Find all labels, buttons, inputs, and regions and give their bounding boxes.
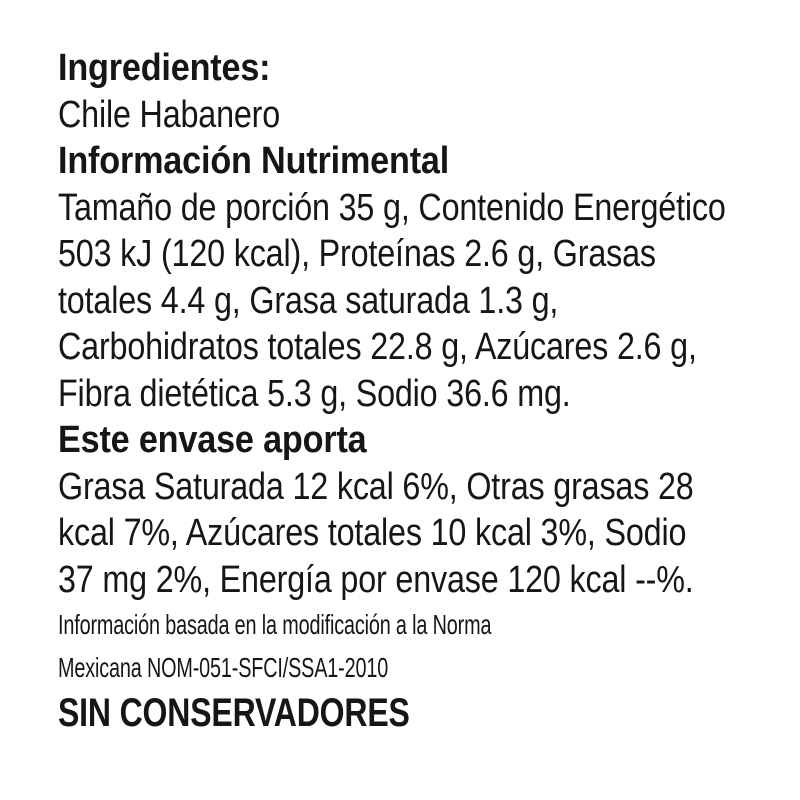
per-package-line: kcal 7%, Azúcares totales 10 kcal 3%, Sodio (58, 512, 687, 554)
nutrition-line: Fibra dietética 5.3 g, Sodio 36.6 mg. (58, 372, 571, 415)
nutrition-line: totales 4.4 g, Grasa saturada 1.3 g, (58, 279, 559, 322)
nutrition-line: Carbohidratos totales 22.8 g, Azúcares 2.6 g, (58, 326, 697, 368)
label-text-block (58, 45, 800, 737)
ingredients-value: Chile Habanero (58, 93, 281, 136)
norm-note-line: Mexicana NOM-051-SFCI/SSA1-2010 (58, 652, 389, 683)
nutrition-line: 503 kJ (120 kcal), Proteínas 2.6 g, Grasas (58, 233, 656, 275)
per-package-heading: Este envase aporta (58, 419, 367, 461)
no-preservatives-claim: SIN CONSERVADORES (58, 691, 410, 735)
norm-note-line: Información basada en la modificación a la Norma (58, 609, 492, 640)
per-package-line: 37 mg 2%, Energía por envase 120 kcal --%. (58, 558, 694, 601)
ingredients-heading: Ingredientes: (58, 47, 271, 89)
nutrition-line: Tamaño de porción 35 g, Contenido Energético (58, 186, 726, 229)
per-package-line: Grasa Saturada 12 kcal 6%, Otras grasas 28 (58, 465, 694, 508)
nutrition-heading: Información Nutrimental (58, 140, 450, 182)
